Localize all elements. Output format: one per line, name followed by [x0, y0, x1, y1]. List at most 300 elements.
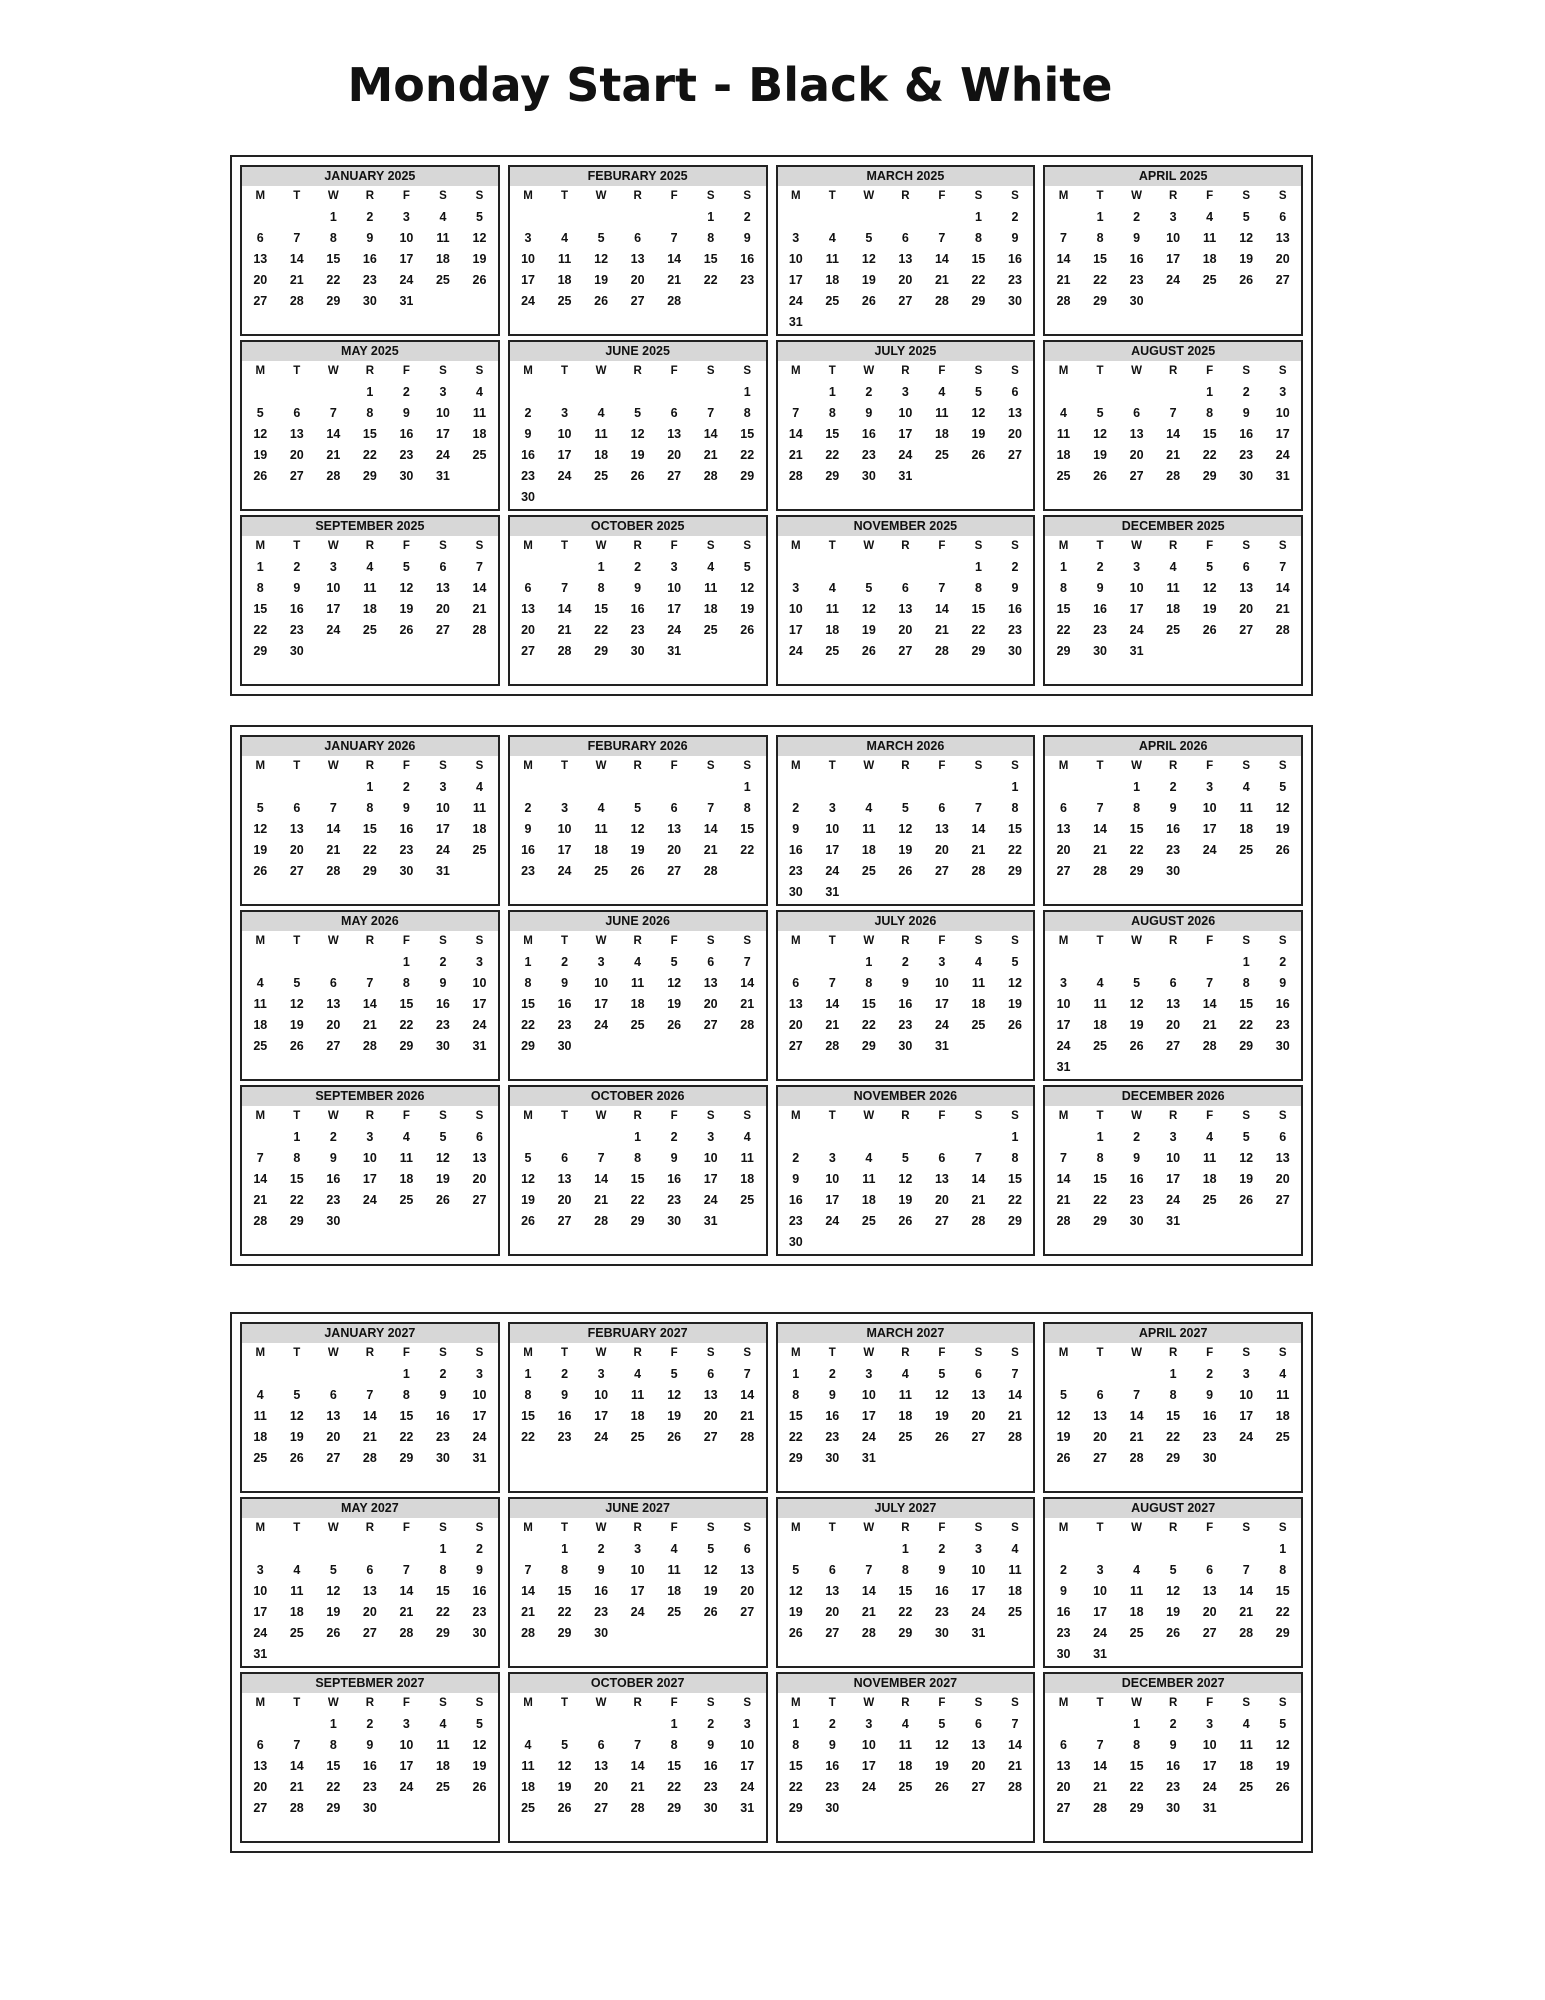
day-cell: 3 [743, 1717, 751, 1731]
day-cell: 8 [1011, 1151, 1019, 1165]
day-cell: 29 [1129, 1801, 1144, 1815]
day-cell: 6 [1169, 976, 1177, 990]
day-grid [778, 1106, 1034, 1253]
day-cell: 3 [1206, 1717, 1214, 1731]
day-cell: 21 [740, 997, 755, 1011]
day-cell: 23 [1275, 1018, 1290, 1032]
weekday-header: F [938, 1110, 946, 1122]
day-cell: 31 [435, 469, 450, 483]
weekday-header: W [1131, 1110, 1142, 1122]
weekday-header: S [1278, 1347, 1287, 1359]
month-title: FEBURARY 2026 [510, 737, 766, 756]
weekday-header: S [475, 1697, 484, 1709]
day-cell: 20 [1008, 427, 1022, 441]
weekday-header: S [706, 1110, 715, 1122]
day-cell: 30 [326, 1214, 341, 1228]
day-cell: 19 [594, 273, 609, 287]
month-grid [240, 735, 1303, 1256]
day-cell: 29 [898, 1626, 913, 1640]
day-cell: 10 [594, 1388, 609, 1402]
day-cell: 10 [1166, 1151, 1181, 1165]
day-cell: 25 [898, 1780, 913, 1794]
empty-day-cell [778, 207, 815, 228]
day-cell: 18 [825, 273, 840, 287]
month-grid [240, 1322, 1303, 1843]
weekday-header: T [561, 1110, 569, 1122]
day-cell: 25 [825, 644, 840, 658]
day-cell: 29 [435, 1626, 450, 1640]
day-cell: 13 [934, 822, 949, 836]
weekday-header: T [561, 1522, 569, 1534]
day-cell: 6 [293, 406, 301, 420]
day-cell: 21 [1202, 1018, 1217, 1032]
day-cell: 22 [740, 448, 755, 462]
day-cell: 12 [435, 1151, 450, 1165]
day-cell: 19 [630, 843, 645, 857]
day-cell: 10 [1275, 406, 1290, 420]
day-cell: 1 [670, 1717, 678, 1731]
day-cell: 25 [521, 1801, 535, 1815]
day-cell: 26 [861, 644, 876, 658]
day-cell: 7 [1060, 231, 1067, 245]
empty-day-cell [1155, 952, 1192, 973]
weekday-header: W [863, 935, 875, 947]
day-cell: 24 [557, 469, 572, 483]
empty-day-cell [510, 1127, 547, 1148]
day-cell: 21 [362, 1430, 377, 1444]
day-cell: 24 [703, 1193, 718, 1207]
day-cell: 20 [1275, 252, 1290, 266]
day-cell: 6 [938, 801, 946, 815]
weekday-header: T [1096, 540, 1104, 552]
day-cell: 26 [289, 1451, 304, 1465]
day-cell: 1 [402, 1367, 410, 1381]
day-cell: 5 [865, 581, 873, 595]
day-cell: 13 [740, 1563, 755, 1577]
weekday-header: R [633, 1347, 642, 1359]
day-cell: 5 [475, 1717, 483, 1731]
weekday-header: W [863, 1522, 875, 1534]
weekday-header: M [1058, 1522, 1069, 1534]
day-cell: 9 [402, 406, 410, 420]
day-cell: 26 [1129, 1039, 1144, 1053]
day-cell: 17 [326, 602, 341, 616]
month-calendar [240, 165, 500, 336]
day-cell: 4 [1279, 1367, 1287, 1381]
day-grid [778, 1693, 1034, 1819]
day-cell: 28 [630, 1801, 645, 1815]
weekday-header: W [595, 1522, 607, 1534]
day-cell: 25 [1008, 1605, 1022, 1619]
day-cell: 1 [366, 780, 374, 794]
weekday-header: R [1168, 1347, 1178, 1359]
day-cell: 2 [366, 210, 374, 224]
weekday-header: S [1242, 1110, 1251, 1122]
day-cell: 24 [594, 1430, 609, 1444]
day-cell: 10 [435, 801, 450, 815]
day-cell: 7 [597, 1151, 605, 1165]
day-cell: 30 [825, 1801, 840, 1815]
day-cell: 4 [1169, 560, 1177, 574]
day-cell: 27 [971, 1430, 986, 1444]
day-cell: 5 [634, 801, 642, 815]
day-cell: 13 [472, 1151, 487, 1165]
day-cell: 5 [597, 231, 605, 245]
day-cell: 14 [362, 1409, 377, 1423]
day-cell: 31 [898, 469, 913, 483]
day-cell: 9 [938, 1563, 946, 1577]
day-cell: 18 [1202, 1172, 1217, 1186]
day-cell: 30 [788, 1235, 803, 1249]
empty-day-cell [1082, 382, 1119, 403]
weekday-header: W [1131, 1522, 1142, 1534]
day-cell: 26 [898, 1214, 913, 1228]
day-cell: 25 [594, 864, 609, 878]
day-grid [778, 186, 1034, 333]
empty-day-cell [851, 1127, 888, 1148]
day-cell: 23 [825, 1430, 840, 1444]
weekday-header: S [1278, 1522, 1287, 1534]
empty-day-cell [279, 1539, 316, 1560]
day-cell: 8 [597, 581, 605, 595]
day-cell: 17 [788, 623, 803, 637]
month-title: FEBRUARY 2027 [510, 1324, 766, 1343]
day-cell: 20 [362, 1605, 377, 1619]
day-cell: 10 [1093, 1584, 1107, 1598]
day-cell: 17 [557, 448, 572, 462]
day-cell: 29 [594, 644, 609, 658]
day-grid [1045, 1343, 1301, 1469]
weekday-header: S [974, 760, 983, 772]
day-cell: 15 [825, 427, 840, 441]
weekday-header: S [1242, 365, 1251, 377]
day-cell: 4 [256, 976, 264, 990]
weekday-header: S [706, 1697, 715, 1709]
day-cell: 30 [594, 1626, 609, 1640]
day-cell: 15 [435, 1584, 450, 1598]
day-cell: 21 [934, 273, 949, 287]
day-cell: 25 [1202, 273, 1217, 287]
day-cell: 11 [1203, 231, 1217, 245]
day-cell: 31 [1166, 1214, 1181, 1228]
day-cell: 20 [1202, 1605, 1217, 1619]
day-cell: 3 [597, 1367, 605, 1381]
day-cell: 24 [399, 1780, 414, 1794]
month-title: AUGUST 2025 [1045, 342, 1301, 361]
day-cell: 18 [1093, 1018, 1107, 1032]
day-cell: 9 [828, 1738, 836, 1752]
month-title: MARCH 2025 [778, 167, 1034, 186]
month-title: OCTOBER 2026 [510, 1087, 766, 1106]
weekday-header: S [974, 1110, 983, 1122]
weekday-header: W [595, 1697, 607, 1709]
weekday-header: T [561, 365, 569, 377]
day-cell: 27 [1093, 1451, 1107, 1465]
weekday-header: R [901, 540, 910, 552]
day-cell: 26 [667, 1430, 682, 1444]
day-cell: 1 [974, 560, 982, 574]
day-cell: 31 [825, 885, 840, 899]
weekday-header: S [1278, 190, 1287, 202]
day-cell: 19 [667, 1409, 682, 1423]
day-cell: 9 [743, 231, 751, 245]
day-cell: 2 [402, 780, 410, 794]
day-grid [242, 1693, 498, 1819]
empty-day-cell [851, 207, 888, 228]
empty-day-cell [656, 207, 693, 228]
day-cell: 28 [362, 1451, 377, 1465]
day-cell: 6 [938, 1151, 946, 1165]
day-cell: 16 [825, 1759, 840, 1773]
weekday-header: M [1058, 1110, 1069, 1122]
empty-day-cell [814, 1539, 851, 1560]
day-cell: 9 [1011, 581, 1019, 595]
day-cell: 11 [825, 602, 839, 616]
weekday-header: F [670, 365, 678, 377]
weekday-header: W [595, 1110, 607, 1122]
day-cell: 13 [703, 976, 718, 990]
weekday-header: S [475, 365, 484, 377]
day-cell: 28 [253, 1214, 268, 1228]
day-cell: 14 [630, 1759, 645, 1773]
month-calendar [1043, 910, 1303, 1081]
day-cell: 25 [825, 294, 840, 308]
weekday-header: M [255, 1110, 266, 1122]
day-cell: 30 [557, 1039, 572, 1053]
day-cell: 19 [1275, 822, 1290, 836]
day-cell: 15 [1093, 1172, 1107, 1186]
day-cell: 13 [934, 1172, 949, 1186]
day-cell: 5 [1242, 1130, 1250, 1144]
empty-day-cell [778, 1539, 815, 1560]
weekday-header: R [1168, 1110, 1178, 1122]
day-cell: 3 [475, 955, 483, 969]
day-cell: 13 [253, 1759, 268, 1773]
day-cell: 11 [862, 822, 876, 836]
weekday-header: R [365, 365, 375, 377]
weekday-header: W [327, 760, 339, 772]
weekday-header: M [790, 1697, 801, 1709]
day-cell: 30 [399, 864, 414, 878]
day-cell: 22 [1056, 623, 1071, 637]
day-cell: 30 [788, 885, 803, 899]
weekday-header: T [561, 1347, 569, 1359]
day-cell: 3 [439, 385, 447, 399]
day-cell: 31 [1129, 644, 1144, 658]
day-cell: 23 [435, 1018, 450, 1032]
day-cell: 16 [521, 843, 535, 857]
day-cell: 2 [707, 1717, 715, 1731]
day-cell: 5 [1133, 976, 1141, 990]
day-cell: 31 [740, 1801, 755, 1815]
day-cell: 29 [1239, 1039, 1254, 1053]
day-cell: 10 [557, 427, 572, 441]
day-grid [778, 1518, 1034, 1644]
day-grid [510, 931, 766, 1057]
day-cell: 23 [898, 1018, 913, 1032]
weekday-header: M [523, 935, 533, 947]
day-cell: 27 [1202, 1626, 1217, 1640]
weekday-header: T [828, 1697, 836, 1709]
day-cell: 24 [1166, 1193, 1181, 1207]
day-cell: 10 [861, 1738, 876, 1752]
day-cell: 28 [557, 644, 572, 658]
weekday-header: T [1096, 365, 1104, 377]
empty-day-cell [1228, 1539, 1265, 1560]
day-cell: 12 [788, 1584, 803, 1598]
weekday-header: T [1096, 1110, 1104, 1122]
day-cell: 16 [521, 448, 535, 462]
day-cell: 28 [934, 294, 949, 308]
day-cell: 11 [667, 1563, 681, 1577]
day-cell: 2 [792, 801, 800, 815]
day-cell: 10 [1129, 581, 1144, 595]
day-cell: 11 [253, 997, 267, 1011]
day-cell: 19 [740, 602, 755, 616]
day-cell: 17 [1275, 427, 1290, 441]
day-cell: 1 [1133, 1717, 1141, 1731]
day-cell: 24 [825, 864, 840, 878]
day-cell: 18 [1202, 252, 1217, 266]
day-cell: 22 [1166, 1430, 1181, 1444]
day-cell: 2 [293, 560, 301, 574]
day-cell: 14 [521, 1584, 535, 1598]
day-cell: 17 [472, 997, 487, 1011]
day-cell: 30 [703, 1801, 718, 1815]
weekday-header: F [402, 935, 410, 947]
day-cell: 27 [521, 644, 535, 658]
day-cell: 9 [828, 1388, 836, 1402]
day-cell: 7 [402, 1563, 410, 1577]
day-cell: 3 [792, 231, 800, 245]
weekday-header: R [633, 1522, 642, 1534]
day-cell: 22 [521, 1018, 535, 1032]
day-cell: 26 [667, 1018, 682, 1032]
day-cell: 17 [861, 1409, 876, 1423]
month-title: OCTOBER 2027 [510, 1674, 766, 1693]
day-cell: 13 [1093, 1409, 1107, 1423]
empty-day-cell [692, 777, 729, 798]
weekday-header: S [1242, 540, 1251, 552]
day-cell: 17 [825, 1193, 840, 1207]
day-cell: 21 [1166, 448, 1181, 462]
day-cell: 24 [472, 1018, 487, 1032]
day-cell: 4 [293, 1563, 301, 1577]
day-cell: 7 [1096, 1738, 1104, 1752]
month-calendar [1043, 1672, 1303, 1843]
day-cell: 17 [1202, 1759, 1217, 1773]
day-cell: 6 [828, 1563, 836, 1577]
weekday-header: R [1168, 190, 1178, 202]
day-cell: 1 [1096, 210, 1104, 224]
day-cell: 3 [329, 560, 337, 574]
day-cell: 17 [1166, 1172, 1181, 1186]
day-cell: 31 [435, 864, 450, 878]
day-cell: 6 [329, 976, 337, 990]
day-cell: 10 [521, 252, 535, 266]
day-cell: 8 [256, 581, 264, 595]
day-cell: 10 [557, 822, 572, 836]
day-cell: 20 [1239, 602, 1254, 616]
weekday-header: M [255, 190, 266, 202]
day-cell: 6 [1060, 1738, 1067, 1752]
day-cell: 23 [362, 273, 377, 287]
day-cell: 26 [326, 1626, 341, 1640]
weekday-header: R [633, 1110, 642, 1122]
day-cell: 22 [362, 843, 377, 857]
day-cell: 23 [326, 1193, 341, 1207]
day-cell: 12 [1008, 976, 1022, 990]
day-cell: 25 [472, 843, 487, 857]
day-cell: 7 [1011, 1717, 1019, 1731]
day-cell: 14 [326, 427, 341, 441]
day-cell: 22 [788, 1780, 803, 1794]
day-cell: 11 [971, 976, 986, 990]
weekday-header: F [402, 365, 410, 377]
day-cell: 5 [938, 1717, 946, 1731]
weekday-header: F [670, 1347, 678, 1359]
day-cell: 7 [329, 406, 337, 420]
day-cell: 15 [1129, 1759, 1144, 1773]
month-calendar [508, 735, 768, 906]
day-cell: 24 [557, 864, 572, 878]
day-cell: 1 [1011, 780, 1019, 794]
weekday-header: M [790, 760, 801, 772]
day-cell: 14 [1166, 427, 1181, 441]
weekday-header: F [402, 540, 410, 552]
weekday-header: S [743, 1522, 752, 1534]
day-cell: 6 [792, 976, 800, 990]
day-cell: 11 [740, 1151, 754, 1165]
weekday-header: T [1096, 760, 1104, 772]
day-cell: 22 [326, 273, 341, 287]
day-cell: 19 [1008, 997, 1022, 1011]
month-calendar [776, 1672, 1036, 1843]
day-cell: 24 [1239, 1430, 1254, 1444]
weekday-header: S [974, 935, 983, 947]
day-cell: 21 [399, 1605, 414, 1619]
day-cell: 26 [703, 1605, 718, 1619]
day-cell: 8 [1096, 1151, 1104, 1165]
day-cell: 7 [1206, 976, 1214, 990]
month-title: APRIL 2025 [1045, 167, 1301, 186]
month-title: DECEMBER 2027 [1045, 1674, 1301, 1693]
day-cell: 23 [667, 1193, 682, 1207]
weekday-header: T [1096, 190, 1104, 202]
day-cell: 21 [326, 448, 341, 462]
day-cell: 29 [630, 1214, 645, 1228]
day-cell: 21 [521, 1605, 535, 1619]
day-cell: 23 [825, 1780, 840, 1794]
day-cell: 25 [1166, 623, 1181, 637]
empty-day-cell [1082, 1714, 1119, 1735]
day-cell: 2 [828, 1717, 836, 1731]
day-cell: 4 [634, 1367, 642, 1381]
day-cell: 22 [740, 843, 755, 857]
day-cell: 31 [971, 1626, 986, 1640]
day-cell: 10 [630, 1563, 645, 1577]
day-cell: 29 [1093, 294, 1107, 308]
day-cell: 18 [399, 1172, 414, 1186]
day-cell: 30 [934, 1626, 949, 1640]
month-calendar [776, 910, 1036, 1081]
weekday-header: W [595, 1347, 607, 1359]
day-cell: 23 [557, 1430, 572, 1444]
day-cell: 19 [861, 623, 876, 637]
day-cell: 5 [293, 1388, 301, 1402]
day-cell: 30 [521, 490, 535, 504]
day-cell: 11 [472, 406, 487, 420]
